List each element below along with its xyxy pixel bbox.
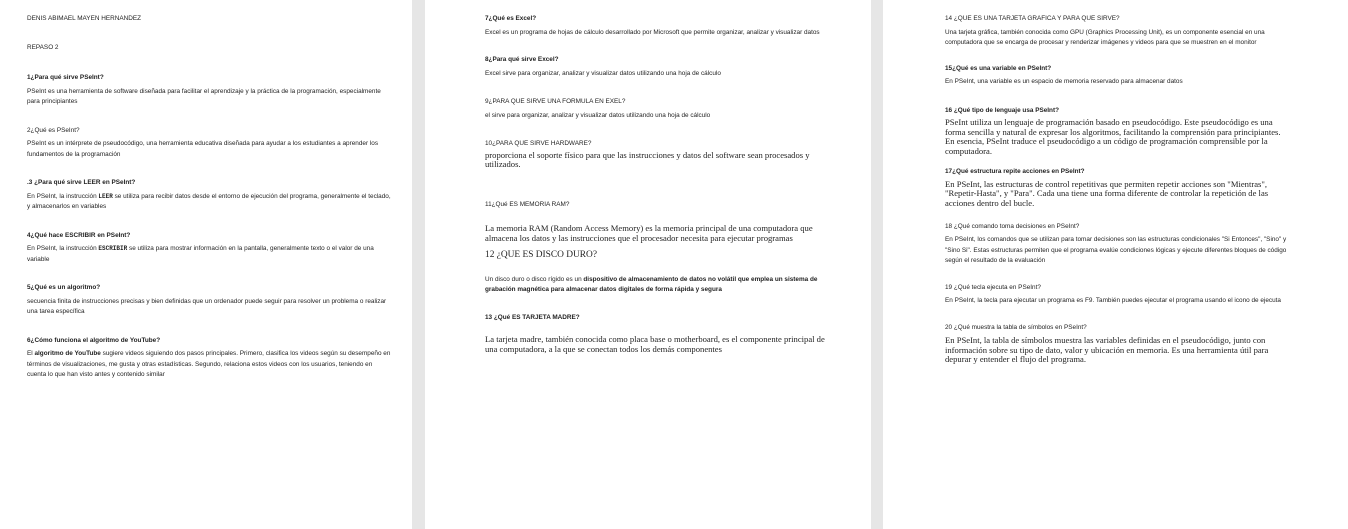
answer-17: En PSeInt, las estructuras de control repetitivas que permiten repetir acciones son "Mientras", "Repetir-Hasta", y "Para". Cada una tiene una forma diferente de controlar la repetición de las acciones dentro del bucle. bbox=[945, 178, 1269, 209]
code-keyword: LEER bbox=[98, 192, 113, 200]
document-page-2 bbox=[425, 0, 871, 529]
question-10: 10¿PARA QUE SIRVE HARDWARE? bbox=[485, 140, 592, 147]
question-5: 5¿Qué es un algoritmo? bbox=[27, 284, 101, 291]
answer-9: el sirve para organizar, analizar y visualizar datos utilizando una hoja de cálculo bbox=[485, 111, 711, 119]
answer-2: PSeInt es un intérprete de pseudocódigo, una herramienta educativa diseñada para ayudar a los estudiantes a aprender los fundamentos de la programación bbox=[27, 140, 379, 158]
question-20: 20 ¿Qué muestra la tabla de símbolos en PSeInt? bbox=[945, 323, 1087, 331]
document-page-1 bbox=[0, 0, 412, 529]
answer-18: En PSeInt, los comandos que se utilizan para tomar decisiones son las estructuras condicionales "Si Entonces", "Sino" y "Sino Si". Estas estructuras permiten que el programa evalúe condiciones lógicas y ejecute diferentes bloques de código según el resultado de la evaluación bbox=[945, 236, 1287, 265]
answer-16: PSeInt utiliza un lenguaje de programación basado en pseudocódigo. Este pseudocódigo es una forma sencilla y natural de expresar los algoritmos, facilitando la comprensión para principiantes. En esencia, PSeInt traduce el pseudocódigo a un código de programación comprensible por la computadora. bbox=[945, 117, 1281, 156]
question-18: 18 ¿Qué comando toma decisiones en PSeInt? bbox=[945, 222, 1080, 230]
question-2: 2¿Qué es PSeInt? bbox=[27, 126, 80, 134]
question-3: .3 ¿Para qué sirve LEER en PSeInt? bbox=[27, 179, 136, 186]
answer-11: La memoria RAM (Random Access Memory) es la memoria principal de una computadora que almacena los datos y las instrucciones que el procesador necesita para ejecutar programas bbox=[485, 223, 813, 243]
answer-7: Excel es un programa de hojas de cálculo desarrollado por Microsoft que permite organizar, analizar y visualizar datos bbox=[485, 28, 820, 36]
answer-20: En PSeInt, la tabla de símbolos muestra las variables definidas en el pseudocódigo, junto con información sobre su tipo de dato, valor y ubicación en memoria. Es una herramienta útil para depurar y entender el flujo del programa. bbox=[945, 335, 1269, 365]
answer-3: En PSeInt, la instrucción LEER se utiliza para recibir datos desde el entorno de ejecución del programa, generalmente el teclado, y almacenarlos en variables bbox=[27, 192, 391, 210]
question-14: 14 ¿QUE ES UNA TARJETA GRAFICA Y PARA QUE SIRVE? bbox=[945, 15, 1120, 22]
question-6: 6¿Cómo funciona el algoritmo de YouTube? bbox=[27, 336, 161, 344]
answer-15: En PSeInt, una variable es un espacio de memoria reservado para almacenar datos bbox=[945, 78, 1183, 85]
question-4: 4¿Qué hace ESCRIBIR en PSeInt? bbox=[27, 231, 131, 239]
answer-8: Excel sirve para organizar, analizar y visualizar datos utilizando una hoja de cálculo bbox=[485, 69, 721, 77]
document-title: REPASO 2 bbox=[27, 43, 59, 51]
question-17: 17¿Qué estructura repite acciones en PSeInt? bbox=[945, 168, 1085, 176]
answer-1: PSeInt es una herramienta de software diseñada para facilitar el aprendizaje y la práctica de la programación, especialmente para principiantes bbox=[27, 87, 381, 105]
question-12: 12 ¿QUE ES DISCO DURO? bbox=[485, 250, 597, 261]
answer-14: Una tarjeta gráfica, también conocida como GPU (Graphics Processing Unit), es un componente esencial en una computadora que se encarga de procesar y renderizar imágenes y videos para que se muestren en el monitor bbox=[945, 28, 1265, 46]
question-15: 15¿Qué es una variable en PSeInt? bbox=[945, 64, 1052, 72]
answer-10: proporciona el soporte físico para que las instrucciones y datos del software sean procesados y utilizados. bbox=[485, 149, 810, 170]
question-1: 1¿Para qué sirve PSeInt? bbox=[27, 74, 104, 81]
answer-19: En PSeInt, la tecla para ejecutar un programa es F9. También puedes ejecutar el programa usando el icono de ejecuta bbox=[945, 297, 1281, 305]
answer-6: El algoritmo de YouTube sugiere videos siguiendo dos pasos principales. Primero, clasifica los videos según su desempeño en términos de visualizaciones, me gusta y otras estadísticas. Segundo, relaciona estos videos con los usuarios, teniendo en cuenta lo que han visto antes y contenido similar bbox=[27, 350, 391, 378]
answer-5: secuencia finita de instrucciones precisas y bien definidas que un ordenador puede seguir para resolver un problema o realizar una tarea específica bbox=[27, 297, 387, 315]
author-name: DENIS ABIMAEL MAYEN HERNANDEZ bbox=[27, 15, 141, 22]
answer-12: Un disco duro o disco rígido es un dispositivo de almacenamiento de datos no volátil que emplea un sistema de grabación magnética para almacenar datos digitales de forma rápida y segura bbox=[485, 275, 818, 294]
question-13: 13 ¿Qué ES TARJETA MADRE? bbox=[485, 313, 580, 321]
question-16: 16 ¿Qué tipo de lenguaje usa PSeInt? bbox=[945, 106, 1059, 114]
question-9: 9¿PARA QUE SIRVE UNA FORMULA EN EXEL? bbox=[485, 98, 626, 105]
document-page-3 bbox=[883, 0, 1348, 529]
question-19: 19 ¿Qué tecla ejecuta en PSeInt? bbox=[945, 283, 1041, 291]
answer-13: La tarjeta madre, también conocida como placa base o motherboard, es el componente principal de una computadora, a la que se conectan todos los demás componentes bbox=[485, 334, 825, 354]
question-7: 7¿Qué es Excel? bbox=[485, 15, 537, 22]
answer-4: En PSeInt, la instrucción ESCRIBIR se utiliza para mostrar información en la pantalla, generalmente texto o el valor de una variable bbox=[27, 245, 374, 263]
question-8: 8¿Para qué sirve Excel? bbox=[485, 56, 559, 63]
code-keyword: ESCRIBIR bbox=[98, 245, 128, 252]
question-11: 11¿Qué ES MEMORIA RAM? bbox=[485, 200, 570, 208]
